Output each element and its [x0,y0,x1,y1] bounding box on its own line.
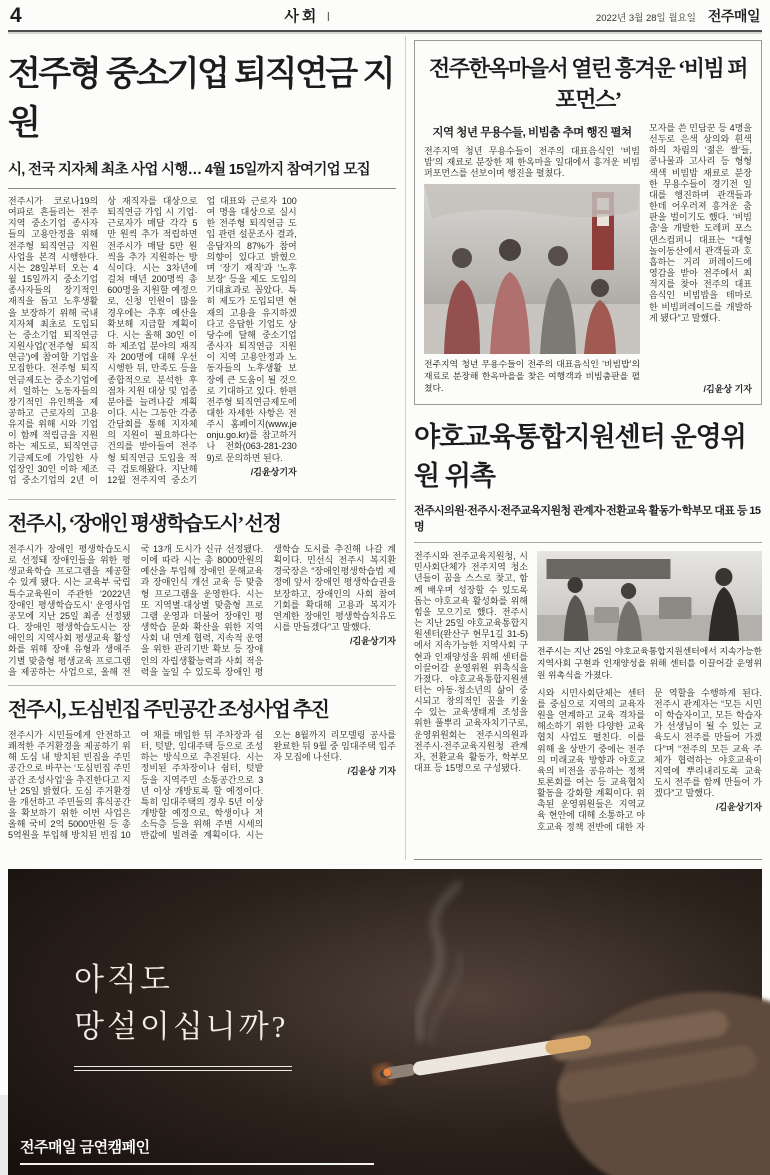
yaho-headline: 야호교육통합지원센터 운영위원 위촉 [414,422,746,492]
header-right [596,6,760,26]
ad-campaign-label: 전주매일 금연캠페인 [20,1136,374,1165]
yaho-ceremony-photo [537,551,762,641]
right-column [405,36,762,860]
left-column [8,36,396,860]
ad-line2: 망설이십니까? [74,1008,289,1044]
vacant-headline: 전주시, 도심빈집 주민공간 조성사업 추진 [8,699,329,721]
pension-body-text: 전주시가 코로나19의 여파로 흔들리는 전주지역 중소기업 종사자들의 고용안정을 위해 전주형 퇴직연금 지원사업을 본격 시행한다. 시는 28일부터 오는 4월 15일까지 중소기업 종사자들의 장기적인 재직을 돕고 노후생활을 보장하기 위해 국내 지자체 최초로 도입되는 중소기업 퇴직연금 지원사업(‘전주형 퇴직연금’)에 참여할 기업을 모집한다. 전주형 퇴직연금제도는 중소기업에서 일하는 노동자들의 장기적인 유인책을 제공하고 근로자의 고용유지를 위해 시와 기업이 함께 적립금을 지원하는 제도로, 퇴직연금 기금제도에 가입한 사업장인 30인 이하 제조업 중소기업의 2년 이상 재직자를 대상으로 퇴직연금 가입 시 기업·근로자가 매달 각각 5만 원씩 추가 적립하면 전주시가 매달 5만 원씩을 추가 지원하는 방식이다. 시는 3차년에 걸쳐 매년 200명씩 총 600명을 지원할 예정으로, 신청 인원이 많을 경우에는 추후 예산을 확보해 지급할 계획이다. 시는 올해 30인 이하 제조업 분야의 재직자 200명에 대해 우선 시행한 뒤, 만족도 등을 종합적으로 분석한 후 점차 지원 대상 및 업종 분야를 늘려나갈 계획이다. 시는 그동안 각종 간담회를 통해 지자체의 지원이 필요하다는 건의를 받아들여 전주형 퇴직연금 도입을 적극 검토해왔다. 지난해 12월 전주지역 중소기업 대표와 근로자 100여 명을 대상으로 실시한 전주형 퇴직연금 도입 관련 설문조사 결과, 응답자의 87%가 참여 의향이 있다고 밝혔으며 ‘장기 재직’과 ‘노후 보장’ 등을 제도 도입의 기대효과로 꼽았다. 특히 제도가 도입되면 현재의 고용을 유지하겠다고 응답한 기업도 상당수에 달해 중소기업 종사자 퇴직연금 지원이 지역 고용안정과 노동자들의 노후생활 보장에 큰 도움이 될 것으로 기대하고 있다. 한편 전주형 퇴직연금제도에 대한 자세한 사항은 전주시 홈페이지(www.jeonju.go.kr)를 참고하거나 전화(063-281-2309)로 문의하면 된다. [8,196,297,485]
lifelong-headline: 전주시, ‘장애인 평생학습도시’ 선정 [8,513,281,535]
lifelong-body-text: 전주시가 장애인 평생학습도시로 선정돼 장애인들을 위한 평생교육학습 프로그램을 제공할 수 있게 됐다. 시는 교육부 국립특수교육원이 주관한 ‘2022년 장애인 평생학습도시’ 운영사업 공모에 지난 25일 최종 선정됐다. 장애인 평생학습도시는 장애인의 지역사회 평생교육 활성화를 위해 장애 유형과 생애주기별 맞춤형 평생교육 프로그램을 제공하는 사업으로, 올해 전국 13개 도시가 신규 선정됐다. 이에 따라 시는 총 8000만원의 예산을 투입해 장애인 문해교육과 장애인식 개선 교육 등 맞춤형 프로그램을 운영한다. 시는 또 지역별·대상별 맞춤형 프로그램 운영과 더불어 장애인 평생학습 문화 확산을 위한 지역사회 내 연계 협력, 지속적 운영을 위한 관리기반 확보 등 장애인의 자립생활능력과 사회 적응력을 높일 수 있도록 장애인 평생학습 도시를 추진해 나갈 계획이다. 민선식 전주시 복지환경국장은 “장애인평생학습법 제정에 앞서 장애인 평생학습권을 보장하고, 장애인의 사회 참여기회를 확대해 고용과 복지가 연계한 장애인 평생학습치유도시를 만들겠다”고 말했다. [8,544,396,677]
vacant-byline: /김윤상 기자 [347,766,396,777]
divider [8,499,396,500]
issue-date: 2022년 3월 28일 월요일 [595,13,696,24]
yaho-subhead: 전주시의원·전주시·전주교육지원청 관계자·전환교육 활동가·학부모 대표 등 15명 [414,502,762,543]
main-content [8,36,762,860]
yaho-content [414,551,762,851]
pension-byline: /김윤상기자 [250,466,297,477]
pension-headline: 전주형 중소기업 퇴직연금 지원 [8,55,393,142]
ad-double-underline [74,1066,292,1071]
yaho-photo-caption: 전주시는 지난 25일 야호교육통합지원센터에서 지속가능한 지역사회 구현과 인재양성을 위해 센터를 이끌어갈 운영위원 위촉식을 가졌다. [537,646,762,680]
divider [8,685,396,686]
bibim-content [424,123,752,395]
bibim-photo-caption: 전주지역 청년 무용수들이 전주의 대표음식인 ‘비빔밥’의 재료로 분장해 한옥마을을 찾은 여행객과 비빔춤판을 펼쳤다. [424,359,640,394]
page-header [8,0,762,30]
page-number: 4 [10,4,22,27]
vacant-body-text: 전주시가 시민들에게 안전하고 쾌적한 주거환경을 제공하기 위해 도심 내 방치된 빈집을 주민공간으로 바꾸는 ‘도심빈집 주민공간 조성사업’을 추진한다고 지난 25일 밝혔다. 도심 주거환경을 개선하고 주민들의 휴식공간을 확보하기 위한 이번 사업은 올해 국비 2억 5000만원 등 총 5억원을 투입해 방치된 빈집 10여 채를 매입한 뒤 주차장과 쉼터, 텃밭, 임대주택 등으로 조성하는 방식으로 추진된다. 시는 정비된 주차장이나 쉼터, 텃밭 등을 지역주민 소통공간으로 3년 이상 개방토록 할 예정이다. 특히 임대주택의 경우 5년 이상 개방할 예정으로, 학생이나 저소득층 등을 위해 주변 시세의 반값에 빌려줄 계획이다. 시는 오는 8월까지 리모델링 공사를 완료한 뒤 9월 중 임대주택 입주자 모집에 나선다. [8,730,396,841]
bibim-photo-graphic [424,184,640,354]
article-yaho-center [414,415,762,860]
yaho-right-text [537,688,762,840]
bibim-side-column [649,123,752,395]
bibim-intro: 전주지역 청년 무용수들이 전주의 대표음식인 ‘비빔밥’의 재료로 분장한 채 한옥마을 일대에서 흥겨운 비빔 퍼포먼스를 선보이며 행진을 펼쳤다. [424,146,640,179]
section-title [284,5,333,26]
article-lifelong-learning [8,507,396,678]
yaho-right-body: 시와 시민사회단체는 센터를 중심으로 지역의 교육자원을 연계하고 교육 격차를 해소하기 위한 다양한 교육협치 사업도 펼친다. 이를 위해 올 상반기 중에는 전주의 미래교육 방향과 야호교육의 비전을 공유하는 정책토론회를 여는 등 교육협치 활동을 강화할 계획이다. 위촉된 운영위원들은 지역교육 현안에 대해 소통하고 야호교육 정책 전반에 대한 자문 역할을 수행하게 된다. 전주시 관계자는 “모든 시민이 학습자이고, 모든 학습자가 선생님이 될 수 있는 교육도시 전주를 만들어 가겠다”며 “전주의 모든 교육 주체가 협력하는 야호교육이 지역에 뿌리내리도록 교육도시 전주를 함께 만들어 가겠다”고 말했다. [537,687,762,832]
bibim-byline: /김윤상 기자 [703,384,752,395]
article-vacant-houses [8,693,396,842]
bibim-headline: 전주한옥마을서 열린 흥겨운 ‘비빔 퍼포먼스’ [428,56,748,112]
bibim-performance-photo [424,184,640,354]
article-bibim-performance [414,40,762,405]
ad-line1: 아직도 [74,962,173,998]
anti-smoking-ad [8,869,762,1175]
pension-body [8,196,396,492]
pension-subhead: 시, 전국 지자체 최초 사업 시행… 4월 15일까지 참여기업 모집 [8,158,396,189]
ad-copy [74,957,292,1071]
yaho-byline: /김윤상기자 [716,802,762,813]
section-roman-numeral: I [326,9,334,24]
header-rule [8,30,762,34]
section-name: 사회 [284,8,320,25]
yaho-right-block [537,551,762,851]
masthead-name: 전주매일 [707,8,760,24]
yaho-left-text: 전주시와 전주교육지원청, 시민사회단체가 전주지역 청소년들이 꿈을 스스로 찾고, 함께 배우며 성장할 수 있도록 돕는 야호교육 활성화를 위해 힘을 모으기로 했다. 전주시는 지난 25일 야호교육통합지원센터(완산구 현무1길 31-5)에서 지속가능한 지역사회 구현과 인재양성을 위해 센터를 이끌어갈 운영위원 위촉식을 가졌다. 야호교육통합지원센터는 아동·청소년의 삶이 중시되고 창의적인 꿈을 키울 수 있는 교육생태계 조성을 위한 풀뿌리 교육자치기구로, 운영위원회는 전주시의원과 전주시·전주교육지원청 관계자, 전환교육 활동가, 학부모 대표 등 15명으로 구성됐다. [414,551,528,774]
bibim-subhead: 지역 청년 무용수들, 비빔춤 추며 행진 펼쳐 [432,127,632,139]
lifelong-body [8,544,396,678]
vacant-body [8,730,396,842]
yaho-photo-graphic [537,551,762,641]
bibim-side-text: 모자를 쓴 민담꾼 등 4명을 선두로 은색 상의와 흰색 하의 차림의 ‘젊은 쌀’들, 콩나물과 고사리 등 형형색색 비빔밥 재료로 분장한 무용수들이 경기전 일대를 행진하며 관객들과 한데 어우러져 흥겨운 춤판을 벌이기도 했다. ‘비빔춤’을 개발한 도레퍼 포스댄스컴퍼니 대표는 “대형 놀이동산에서 관객들과 호흡하는 거리 퍼레이드에 영감을 받아 전주에서 최적지를 찾아 전주의 대표음식인 비빔밥을 테마로 한 비빔퍼레이드를 개발하게 됐다”고 말했다. [649,123,752,323]
article-pension [8,46,396,492]
lifelong-byline: /김윤상기자 [349,636,396,647]
bibim-left-block [424,123,640,395]
